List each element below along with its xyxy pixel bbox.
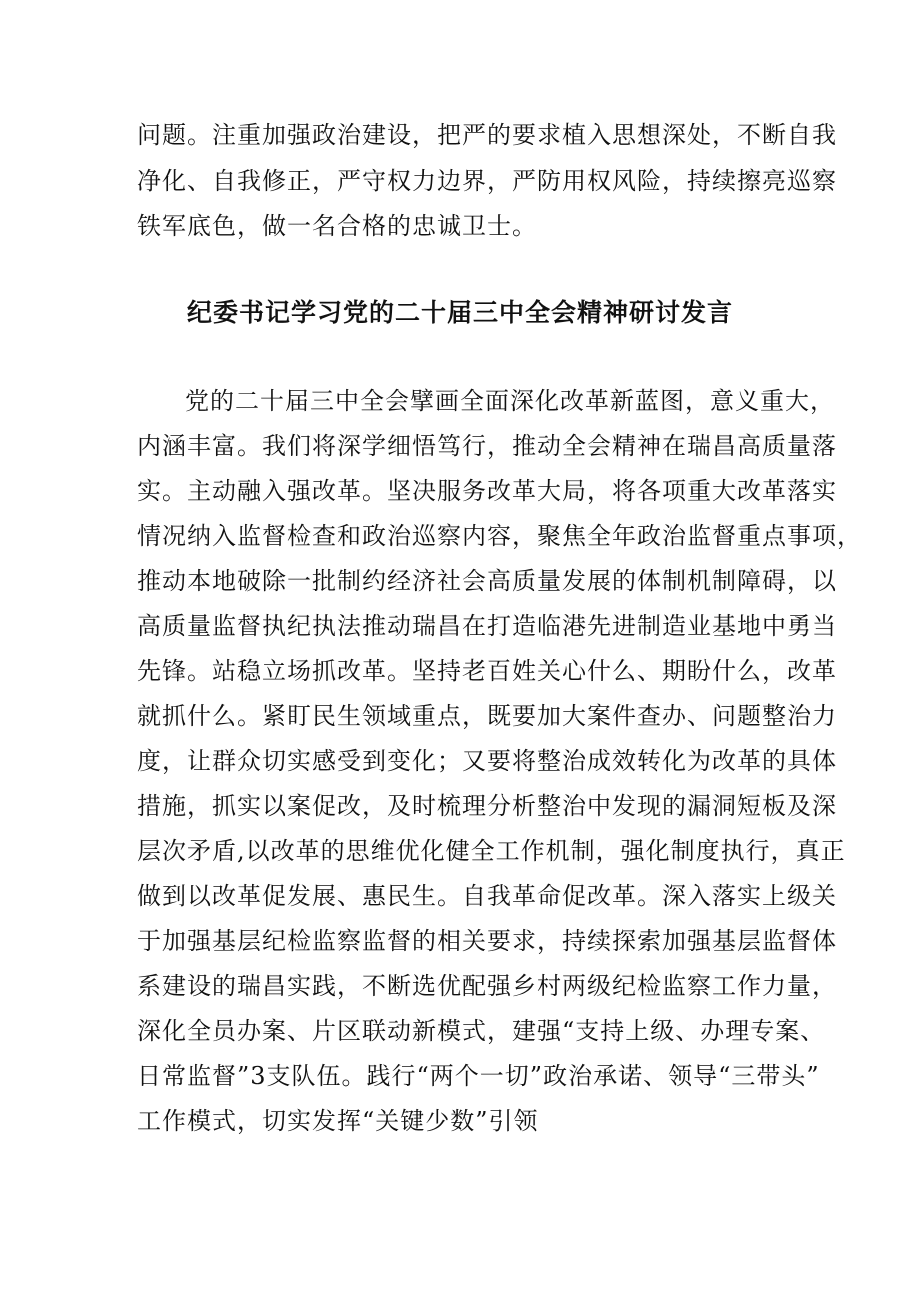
text-line: 问题。注重加强政治建设，把严的要求植入思想深处，不断自我 [137,121,837,149]
text-line: 做到以改革促发展、惠民生。自我革命促改革。深入落实上级关 [137,882,837,910]
text-line: 实。主动融入强改革。坚决服务改革大局，将各项重大改革落实 [137,477,837,505]
text-line: 铁军底色，做一名合格的忠诚卫士。 [137,212,537,240]
text-line: 情况纳入监督检查和政治巡察内容，聚焦全年政治监督重点事项， [137,522,862,550]
text-line: 净化、自我修正，严守权力边界，严防用权风险，持续擦亮巡察 [137,167,837,195]
text-line: 党的二十届三中全会擘画全面深化改革新蓝图，意义重大， [185,387,835,415]
text-line: 系建设的瑞昌实践，不断选优配强乡村两级纪检监察工作力量， [137,972,837,1000]
text-line: 高质量监督执纪执法推动瑞昌在打造临港先进制造业基地中勇当 [137,612,837,640]
text-line: 层次矛盾,以改革的思维优化健全工作机制，强化制度执行，真正 [137,837,846,865]
text-line: 内涵丰富。我们将深学细悟笃行，推动全会精神在瑞昌高质量落 [137,432,837,460]
text-line: 度，让群众切实感受到变化；又要将整治成效转化为改革的具体 [137,747,837,775]
text-line: 先锋。站稳立场抓改革。坚持老百姓关心什么、期盼什么，改革 [137,657,837,685]
article-title: 纪委书记学习党的二十届三中全会精神研讨发言 [186,298,733,327]
text-line: 日常监督”3支队伍。践行“两个一切”政治承诺、领导“三带头” [137,1062,820,1090]
text-line: 于加强基层纪检监察监督的相关要求，持续探索加强基层监督体 [137,927,837,955]
text-line: 工作模式，切实发挥“关键少数”引领 [137,1107,539,1135]
text-line: 推动本地破除一批制约经济社会高质量发展的体制机制障碍，以 [137,567,837,595]
text-line: 深化全员办案、片区联动新模式，建强“支持上级、办理专案、 [137,1017,826,1045]
text-line: 就抓什么。紧盯民生领域重点，既要加大案件查办、问题整治力 [137,702,837,730]
text-line: 措施，抓实以案促改，及时梳理分析整治中发现的漏洞短板及深 [137,792,837,820]
